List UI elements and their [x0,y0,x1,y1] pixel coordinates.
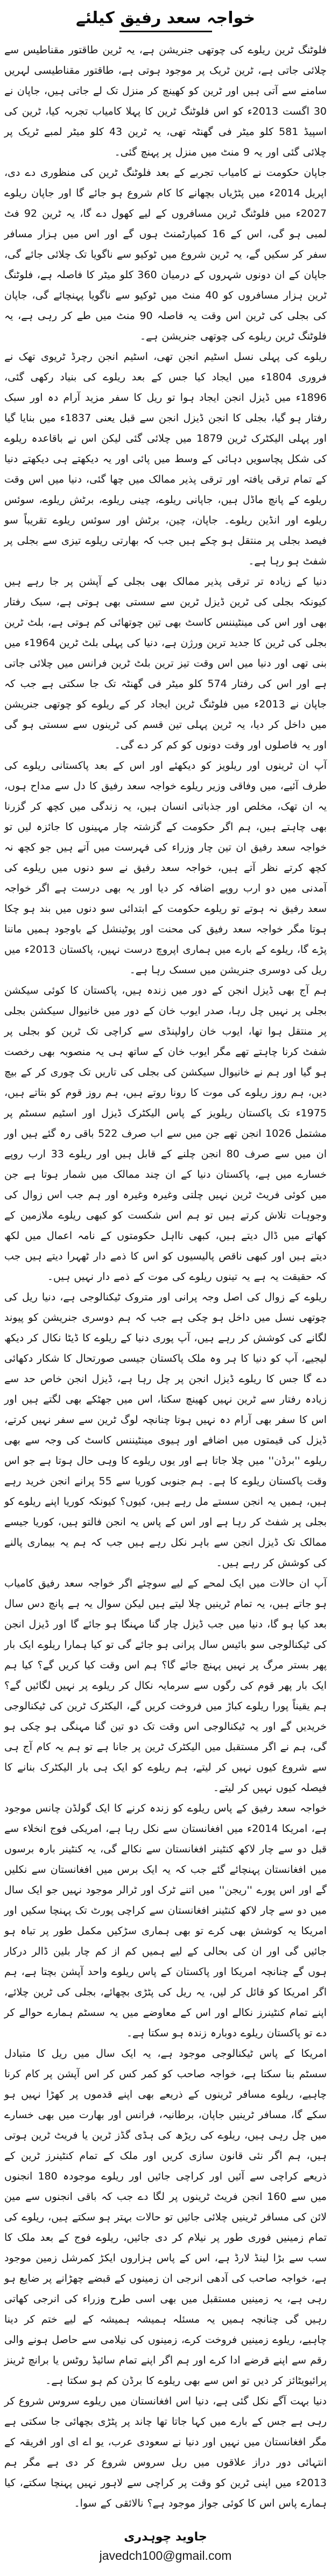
article-paragraph-9: خواجہ سعد رفیق کے پاس ریلوے کو زندہ کرنے کا ایک گولڈن چانس موجود ہے، امریکا 2014ء میں افغانستان سے نکل رہا ہے، امریکی فوج انخلاء سے قبل دو سے چار لاکھ کنٹینر افغانستان سے نکالے گی، یہ کنٹینر بارہ برسوں میں افغانستان پہنچائے گئے جب کہ یہ ایک برس میں افغانستان سے نکلیں گے اور اس پورے ''ریجن'' میں اتنے ٹرک اور ٹرالر موجود نہیں جو ایک سال میں دو سے چار لاکھ کنٹینر افغانستان سے کراچی پورٹ تک پہنچا سکیں اور امریکا یہ کوشش بھی کرے تو بھی ہماری سڑکیں مکمل طور پر تباہ ہو جائیں گی اور ان کی بحالی کے لیے ہمیں کم از کم چار بلین ڈالر درکار ہوں گے چنانچہ امریکا اور پاکستان کے پاس ریلوے واحد آپشن بچتا ہے، ہم اگر امریکا کو قائل کر لیں، یہ ریل کی پٹڑی بچھائے، بجلی کی ٹرین چلائے، اپنے تمام کنٹینرز نکالے اور اس کے معاوضے میں یہ سسٹم ہمارے حوالے کر دے تو پاکستان ریلوے دوبارہ زندہ ہو سکتا ہے۔ [4,1802,327,2039]
article-paragraph-1: فلوٹنگ ٹرین ریلوے کی چوتھی جنریشن ہے، یہ ٹرین طاقتور مقناطیس سے چلائی جاتی ہے، ٹرین ٹریک پر موجود ہوتی ہے، طاقتور مقناطیسی لہریں سامنے سے آتی ہیں اور ٹرین کو کھینچ کر منزل تک لے جاتی ہیں، جاپان نے 30 اگست 2013ء کو اس فلوٹنگ ٹرین کا پہلا کامیاب تجربہ کیا، ٹرین کی اسپیڈ 581 کلو میٹر فی گھنٹہ تھی، یہ ٹرین 43 کلو میٹر لمبے ٹریک پر چلائی گئی اور یہ 9 منٹ میں منزل پر پہنچ گئی۔ [4,44,327,158]
article-paragraph-10: امریکا کے پاس ٹیکنالوجی موجود ہے، یہ ایک سال میں ریل کا متبادل سسٹم بنا سکتا ہے، خواجہ صاحب کو کمر کس کر اس آپشن پر کام کرنا چاہیے، ریلوے مسافر ٹرینوں کے ذریعے بھی اپنے قدموں پر کھڑا نہیں ہو سکے گا، مسافر ٹرینیں جاپان، برطانیہ، فرانس اور بھارت میں بھی خسارے میں چل رہی ہیں، ریلوے کی ریڑھ کی ہڈی گڈز ٹرین یا فریٹ ٹرین ہوتی ہیں، ہم اگر نئی قانون سازی کریں اور ملک کے تمام کنٹینرز ٹرین کے ذریعے کراچی سے آئیں اور کراچی جائیں اور ریلوے موجودہ 180 انجنوں میں سے 160 انجن فریٹ ٹرینوں پر لگا دے جب کہ باقی انجنوں سے مین لائن کی مسافر ٹرینیں چلائی جائیں تو حالات بہتر ہو سکتے ہیں، ریلوے کی تمام زمینیں فوری طور پر نیلام کر دی جائیں، ریلوے فوج کے بعد ملک کا سب سے بڑا لینڈ لارڈ ہے، اس کے پاس ہزاروں ایکڑ کمرشل زمین موجود ہے، خواجہ صاحب کی آدھی انرجی ان زمینوں کے قبضے چھڑانے پر ضایع ہو رہی ہے، یہ زمینیں مستقبل میں بھی اسی طرح وزراء کی انرجی کھاتی رہیں گی چنانچہ ہمیں یہ مسئلہ ہمیشہ ہمیشہ کے لیے ختم کر دینا چاہیے، ریلوے زمینیں فروخت کرے، زمینوں کی نیلامی سے حاصل ہونے والی رقم سے اپنے قرضے ادا کرے اور ہم اگر اپنے تمام سائیڈ روٹس یا برانچ ٹرینز پرائیویٹائز کر دیں تو اس سے بھی ریلوے کا برڈن کم ہو سکتا ہے۔ [4,2048,327,2387]
page-title: خواجہ سعد رفیق کیلئے [76,9,255,27]
article-paragraph-5: آپ ان ٹرینوں اور ریلویز کو دیکھئے اور اس کے بعد پاکستانی ریلوے کی طرف آئیے، میں وفاقی وزیر ریلوے خواجہ سعد رفیق کا دل سے مداح ہوں، یہ ان تھک، مخلص اور جذباتی انسان ہیں، یہ زندگی میں کچھ کر گزرنا بھی چاہتے ہیں، ہم اگر حکومت کے گزشتہ چار مہینوں کا جائزہ لیں تو خواجہ سعد رفیق ان تین چار وزراء کی فہرست میں آتے ہیں جو کچھ نہ کچھ کرتے نظر آتے ہیں، خواجہ سعد رفیق نے سو دنوں میں ریلوے کی آمدنی میں دو ارب روپے اضافہ کر دیا اور یہ بھی درست ہے اگر خواجہ سعد رفیق نہ ہوتے تو ریلوے حکومت کے ابتدائی سو دنوں میں بند ہو چکا ہوتا مگر خواجہ سعد رفیق کی محنت اور پوٹینشل کے باوجود ہمیں ماننا پڑے گا، ریلوے کے بارے میں ہماری اپروچ درست نہیں، پاکستان 2013ء میں ریل کی دوسری جنریشن میں سسک رہا ہے۔ [4,760,327,976]
article-paragraph-4: دنیا کے زیادہ تر ترقی پذیر ممالک بھی بجلی کے آپشن پر جا رہے ہیں کیونکہ بجلی کی ٹرین ڈیزل ٹرین سے سستی بھی ہوتی ہے، سبک رفتار بھی اور اس کی مینٹیننس کاسٹ بھی تین چوتھائی کم ہوتی ہے، بلٹ ٹرین بجلی کی ٹرین کا جدید ترین ورژن ہے، دنیا کی پہلی بلٹ ٹرین 1964ء میں بنی تھی اور دنیا میں اس وقت تیز ترین بلٹ ٹرین فرانس میں چلائی جاتی ہے اور اس کی رفتار 574 کلو میٹر فی گھنٹہ تک جا سکتی ہے جب کہ جاپان نے 2013ء میں فلوٹنگ ٹرین ایجاد کر کے ریلوے کو چوتھی جنریشن میں داخل کر دیا، یہ ٹرین پہلی تین قسم کی ٹرینوں سے سستی ہو گی اور یہ فاصلوں اور وقت دونوں کو کم کر دے گی۔ [4,576,327,751]
masthead [4,4,327,32]
article-paragraph-3: ریلوے کی پہلی نسل اسٹیم انجن تھی، اسٹیم انجن رچرڈ ٹریوی تھک نے فروری 1804ء میں ایجاد کیا جس کے بعد ریلوے کی بنیاد رکھی گئی، 1896ء میں ڈیزل انجن ایجاد ہوا تو ریل کا سفر مزید آرام دہ اور سبک رفتار ہو گیا، بجلی کا انجن ڈیزل انجن سے قبل یعنی 1837ء میں بنایا گیا اور پہلی الیکٹرک ٹرین 1879 میں چلائی گئی لیکن اس نے باقاعدہ ریلوے کی شکل پچاسویں دہائی کے وسط میں پائی اور یہ دیکھتے ہی دیکھتے دنیا کے تمام ترقی یافتہ اور ترقی پذیر ممالک میں چھا گئی، دنیا میں اس وقت ریلوے کے پانچ ماڈل ہیں، جاپانی ریلوے، چینی ریلوے، برٹش ریلوے، سوئس ریلوے اور انڈین ریلوے۔ جاپان، چین، برٹش اور سوئس ریلوے تقریباً سو فیصد بجلی پر منتقل ہو چکے ہیں جب کہ بھارتی ریلوے تیزی سے بجلی پر شفٹ ہو رہا ہے۔ [4,351,327,567]
article-footer [4,2528,327,2565]
author-email: javedch100@gmail.com [99,2549,232,2563]
title-underline-rule [119,31,212,32]
article-paragraph-7: ریلوے کے زوال کی اصل وجہ پرانی اور متروک ٹیکنالوجی ہے، دنیا ریل کی چوتھی نسل میں داخل ہو چکی ہے جب کہ ہم دوسری جنریشن کو پیوند لگانے کی کوشش کر رہے ہیں، آپ پوری دنیا کے ریلوے کا ڈیٹا نکال کر دیکھ لیجیے، آپ کو دنیا کا ہر وہ ملک پاکستان جیسی صورتحال کا شکار دکھائی دے گا جس کا ریلوے ڈیزل انجن پر چل رہا ہے، ڈیزل انجن خاص حد سے زیادہ رفتار سے ٹرین نہیں کھینچ سکتا، اس میں جھٹکے بھی لگتے ہیں اور اس کا سفر بھی آرام دہ نہیں ہوتا چنانچہ لوگ ٹرین سے سفر نہیں کرتے، ڈیزل کی قیمتوں میں اضافے اور ہیوی مینٹیننس کاسٹ کی وجہ سے بھی ریلوے ''برڈن'' میں چلا جاتا ہے اور یوں ریلوے کا وہی حال ہوتا ہے جو اس وقت پاکستان ریلوے کا ہے۔ ہم جنوبی کوریا سے 55 پرانے انجن خرید رہے ہیں، ہمیں یہ انجن سستے مل رہے ہیں، کیوں؟ کیونکہ کوریا اپنے ریلوے کو بجلی پر شفٹ کر رہا ہے اور اس کے پاس یہ انجن فالتو ہیں، کوریا جیسے ممالک تک ڈیزل انجن سے باہر نکل رہے ہیں جب کہ ہم یہ بیماری پالنے کی کوشش کر رہے ہیں۔ [4,1291,327,1569]
article-paragraph-2: جاپان حکومت نے کامیاب تجربے کے بعد فلوٹنگ ٹرین کی منظوری دے دی، اپریل 2014ء میں پٹڑیاں بچھانے کا کام شروع ہو جائے گا اور جاپان ریلوے 2027ء میں فلوٹنگ ٹرین مسافروں کے لیے کھول دے گا، یہ ٹرین 92 فٹ لمبی ہو گی، اس کے 16 کمپارٹمنٹ ہوں گے اور اس میں ہزار مسافر سفر کر سکیں گے، یہ ٹرین شروع میں ٹوکیو سے ناگویا تک چلائی جائے گی، جاپان کے ان دونوں شہروں کے درمیان 360 کلو میٹر کا فاصلہ ہے، فلوٹنگ ٹرین ہزار مسافروں کو 40 منٹ میں ٹوکیو سے ناگویا پہنچائے گی، جاپان کی بجلی کی ٹرین اس وقت یہ فاصلہ 90 منٹ میں طے کر رہی ہے، یہ فلوٹنگ ٹرین ریلوے کی چوتھی جنریشن ہے۔ [4,167,327,342]
author-name: جاوید چوہدری [124,2530,207,2544]
article-paragraph-8: آپ ان حالات میں ایک لمحے کے لیے سوچئے اگر خواجہ سعد رفیق کامیاب ہو جاتے ہیں، یہ تمام ٹرینیں چلا لیتے ہیں لیکن سوال یہ ہے پانچ دس سال بعد کیا ہو گا، دنیا میں جب ڈیزل چار گنا مہنگا ہو جائے گا اور ڈیزل انجن کی ٹیکنالوجی سو بائیس سال پرانی ہو جائے گی تو کیا ہمارا ریلوے ایک بار پھر بستر مرگ پر نہیں پہنچ جائے گا؟ ہم اس وقت کیا کریں گے؟ کیا ہم ایک بار پھر قوم کی رگوں سے سرمایہ نکال کر ریلوے پر نہیں لگائیں گے؟ ہم یقیناً پورا ریلوے کباڑ میں فروخت کریں گے، الیکٹرک ٹرین کی ٹیکنالوجی خریدیں گے اور یہ ٹیکنالوجی اس وقت تک دو تین گنا مہنگی ہو چکی ہو گی، ہم نے اگر مستقبل میں الیکٹرک ٹرین پر جانا ہے تو ہم یہ کام آج ہی سے شروع کیوں نہیں کر لیتے، ہم ریلوے کو ایک ہی بار الیکٹرک بنانے کا فیصلہ کیوں نہیں کر لیتے۔ [4,1577,327,1794]
article-body [4,40,327,2514]
article-paragraph-11: دنیا بہت آگے نکل گئی ہے، دنیا اس افغانستان میں ریلوے سروس شروع کر رہی ہے جس کے بارے میں کہا جاتا تھا چاند پر پٹڑی بچھائی جا سکتی ہے مگر افغانستان میں نہیں اور دنیا نے سعودی عرب، یو اے ای اور افریقہ کے انتہائی دور دراز علاقوں میں ریل سروس شروع کر دی ہے مگر ہم 2013ء میں اپنی ٹرین کو وقت پر کراچی سے لاہور نہیں پہنچا سکتے، کیا ہمارے پاس اس کا کوئی جواز موجود ہے؟ نالائقی کے سوا۔ [4,2395,327,2509]
article-paragraph-6: ہم آج بھی ڈیزل انجن کے دور میں زندہ ہیں، پاکستان کا کوئی سیکشن بجلی پر نہیں چل رہا، صدر ایوب خان کے دور میں خانیوال سیکشن بجلی پر منتقل ہوا تھا، ایوب خان راولپنڈی سے کراچی تک ٹرین کو بجلی پر شفٹ کرنا چاہتے تھے مگر ایوب خان کے ساتھ ہی یہ منصوبہ بھی رخصت ہو گیا اور ہم نے خانیوال سیکشن کی بجلی کی تاریں تک چوری کر کے بیچ دیں، ہم روز ریلوے کی موت کا رونا روتے ہیں، ہم روز قوم کو بتاتے ہیں، 1975ء تک پاکستان ریلویز کے پاس الیکٹرک ڈیزل اور اسٹیم سسٹم پر مشتمل 1026 انجن تھے جن میں سے اب صرف 522 باقی رہ گئے ہیں اور ان میں سے صرف 80 انجن چلنے کے قابل ہیں اور ریلوے 33 ارب روپے خسارے میں ہے، پاکستان دنیا کے ان چند ممالک میں شمار ہوتا ہے جن میں کوئی فریٹ ٹرین نہیں چلتی وغیرہ وغیرہ اور ہم جب اس زوال کی وجوہات تلاش کرتے ہیں تو ہم اس شکست کو کبھی ریلوے ملازمین کے کھاتے میں ڈال دیتے ہیں، کبھی نااہل حکومتوں کے نامہ اعمال میں لکھ دیتے ہیں اور کبھی ناقص پالیسیوں کو اس کا ذمے دار ٹھہرا دیتے ہیں جب کہ حقیقت یہ ہے یہ تینوں ریلوے کی موت کے ذمے دار نہیں ہیں۔ [4,985,327,1283]
